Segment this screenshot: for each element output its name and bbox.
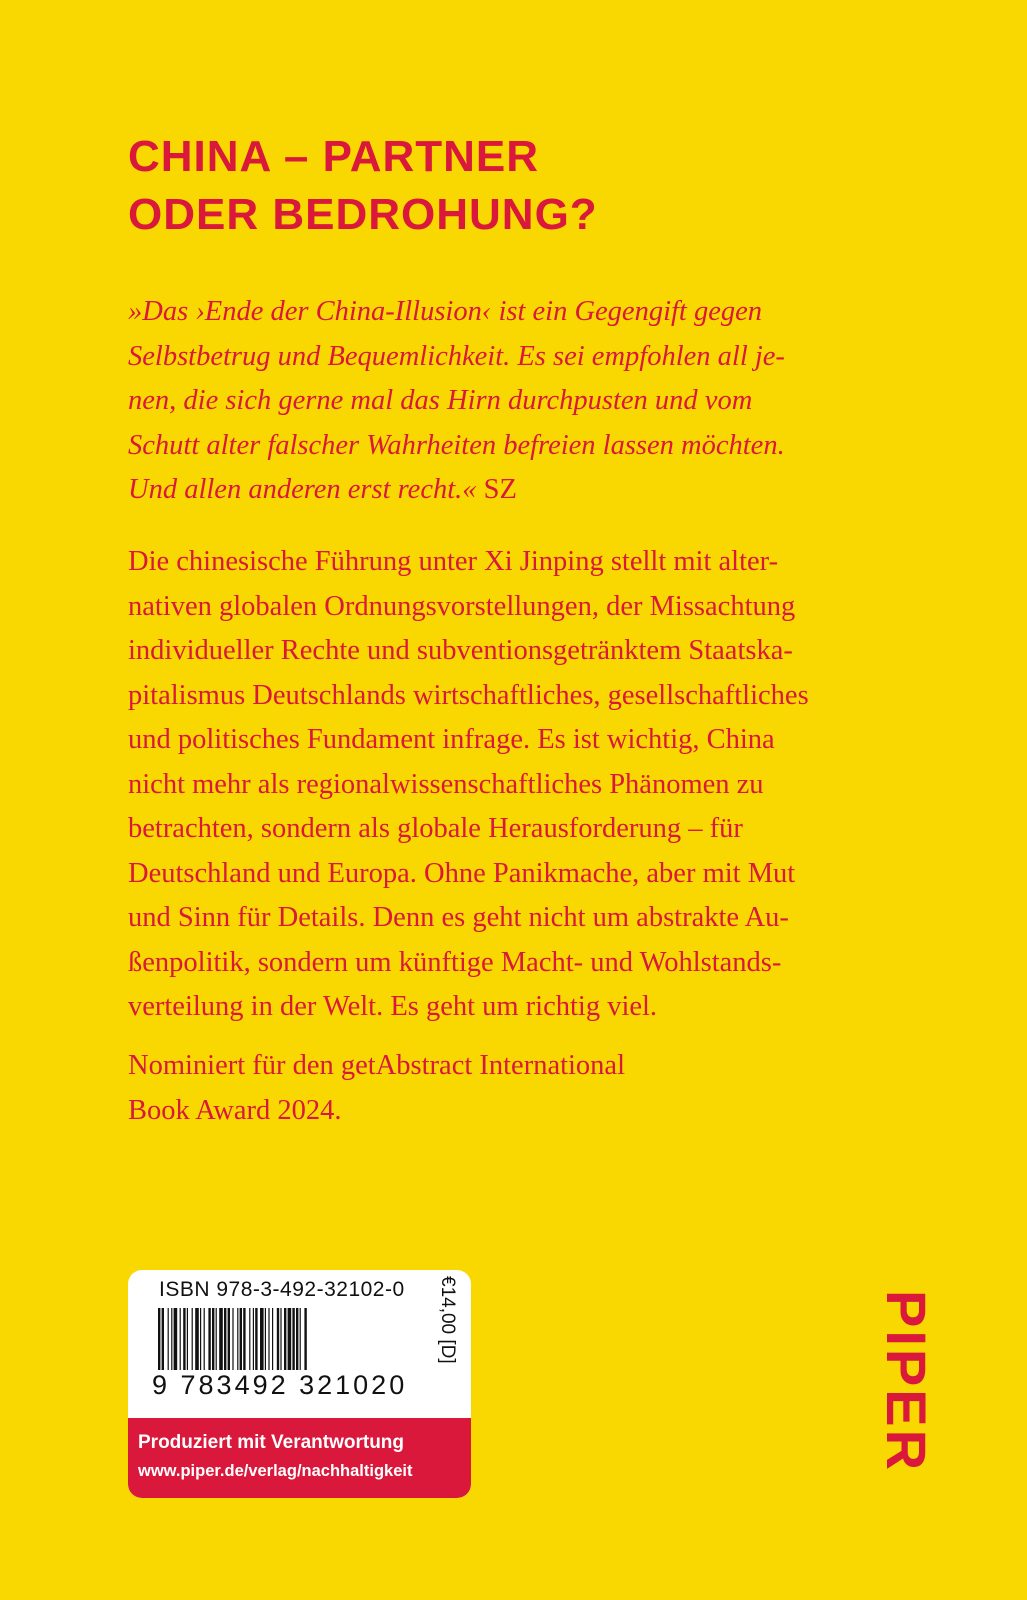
quote-source: SZ (483, 474, 517, 505)
body-line: und politisches Fundament infrage. Es ist wichtig, China (128, 724, 775, 755)
body-line: Deutschland und Europa. Ohne Panikmache, aber mit Mut (128, 857, 796, 889)
quote-line: nen, die sich gerne mal das Hirn durchpusten und vom (128, 385, 753, 416)
blurb-body (128, 540, 918, 1030)
quote-line: »Das ›Ende der China-Illusion‹ ist ein Gegengift gegen (128, 296, 763, 327)
headline (128, 128, 928, 244)
quote-line: Selbstbetrug und Bequemlichkeit. Es sei empfohlen all je- (128, 340, 785, 372)
body-line: pitalismus Deutschlands wirtschaftliches, gesellschaftliches (128, 679, 809, 711)
award-line: Book Award 2024. (128, 1094, 342, 1126)
quote-line: Und allen anderen erst recht.« (128, 474, 477, 505)
price-wrap (424, 1276, 464, 1406)
quote-line-last (128, 468, 888, 513)
body-line: verteilung in der Welt. Es geht um richtig viel. (128, 991, 658, 1022)
body-line: nativen globalen Ordnungsvorstellungen, der Missachtung (128, 590, 796, 622)
quote-line: Schutt alter falscher Wahrheiten befreien lassen möchten. (128, 429, 785, 461)
isbn-label: ISBN 978-3-492-32102-0 (159, 1278, 405, 1301)
body-line: nicht mehr als regionalwissenschaftliches Phänomen zu (128, 768, 764, 800)
publisher-logo: PIPER (875, 1290, 938, 1474)
headline-line-2: ODER BEDROHUNG? (128, 190, 598, 239)
sustainability-url: www.piper.de/verlag/nachhaltigkeit (138, 1462, 413, 1480)
headline-line-1: CHINA – PARTNER (128, 132, 540, 181)
press-quote (128, 290, 888, 513)
price-label: €14,00 [D] (437, 1276, 458, 1364)
barcode-box (128, 1270, 471, 1498)
body-line: ßenpolitik, sondern um künftige Macht- und Wohlstands- (128, 946, 782, 978)
body-line: betrachten, sondern als globale Herausforderung – für (128, 813, 743, 844)
award-note (128, 1044, 828, 1133)
body-line: individueller Rechte und subventionsgetränktem Staatska- (128, 635, 793, 666)
body-line: und Sinn für Details. Denn es geht nicht um abstrakte Au- (128, 902, 789, 933)
body-line: Die chinesische Führung unter Xi Jinping stellt mit alter- (128, 546, 779, 577)
sustainability-title: Produziert mit Verantwortung (138, 1432, 405, 1453)
barcode-digits: 9 783492 321020 (152, 1370, 408, 1400)
sustainability-band (128, 1418, 471, 1498)
award-line: Nominiert für den getAbstract International (128, 1050, 625, 1081)
